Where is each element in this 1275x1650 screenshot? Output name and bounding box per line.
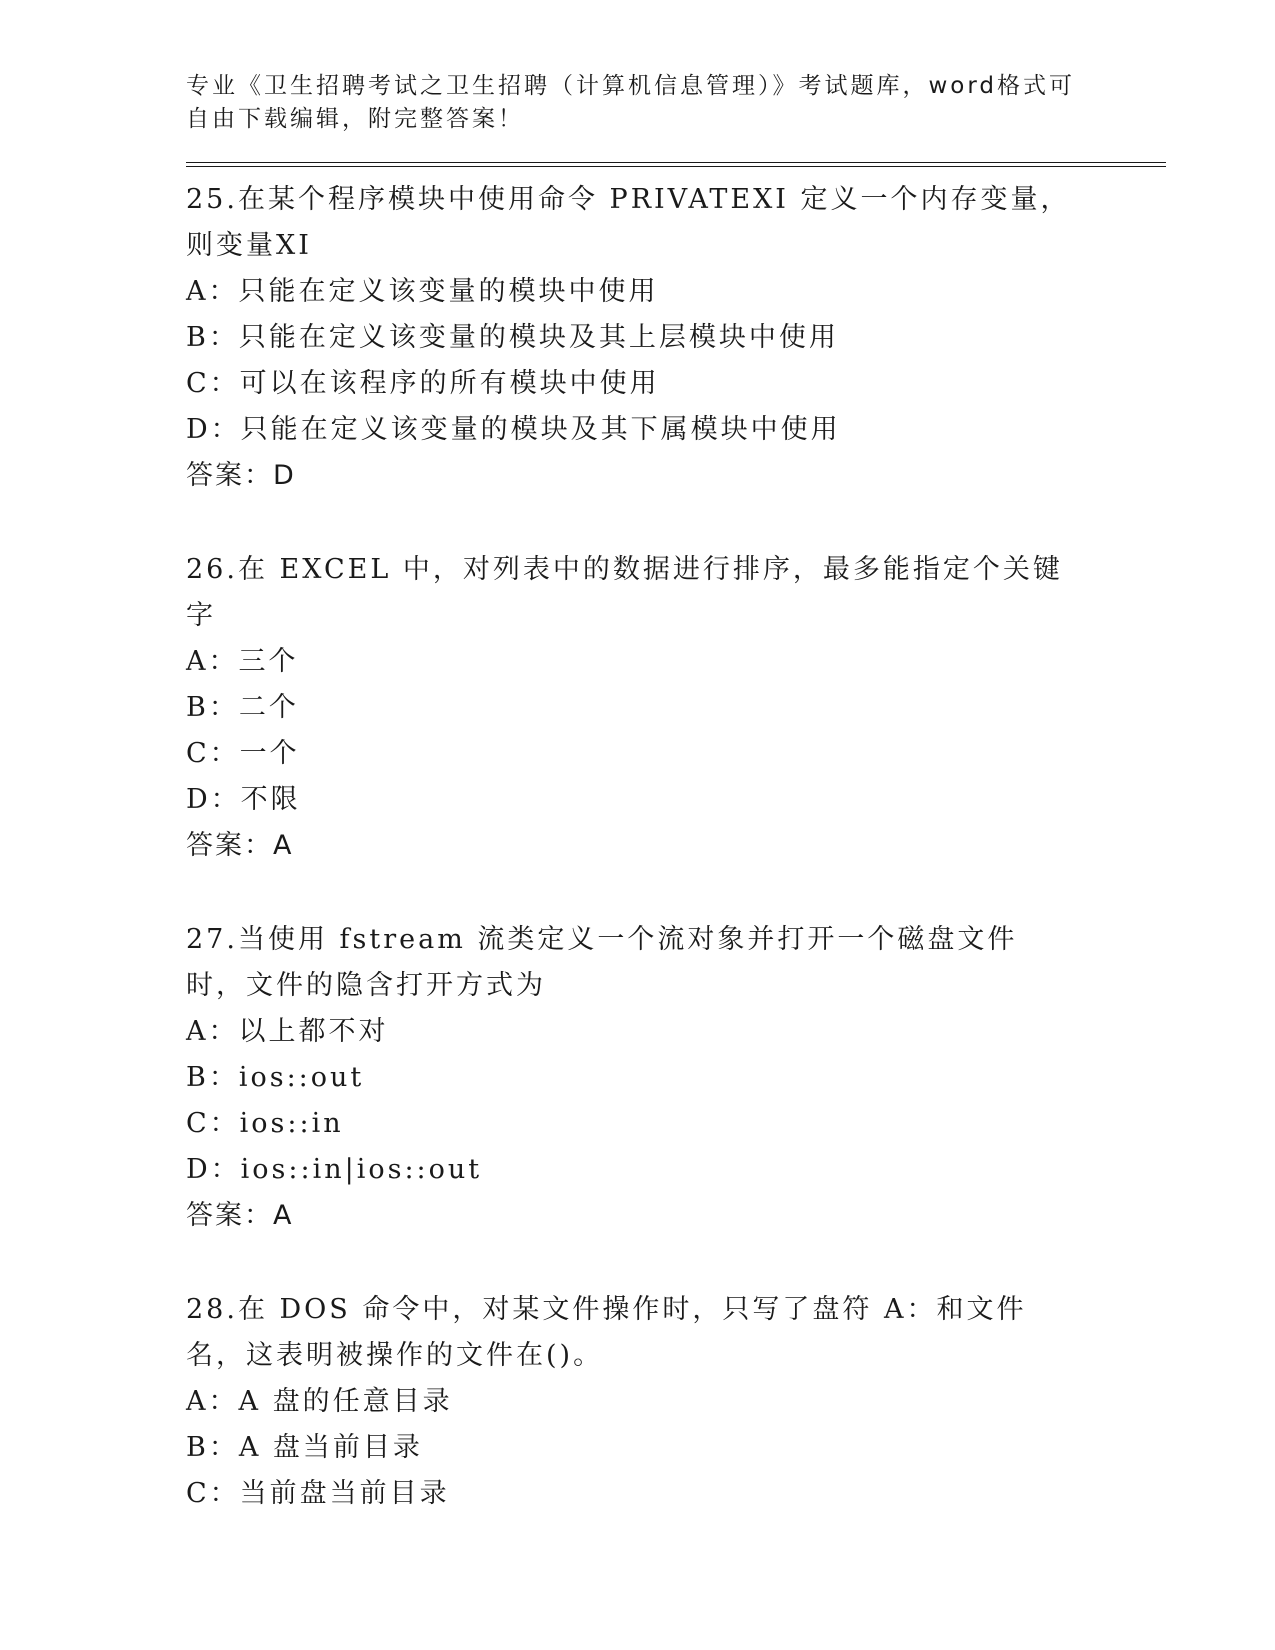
option-a: A：以上都不对: [186, 1016, 389, 1047]
document-page: [186, 70, 1166, 1565]
option-b: B：只能在定义该变量的模块及其上层模块中使用: [186, 322, 839, 353]
question-27: [186, 917, 1166, 1239]
question-stem: 28.在 DOS 命令中，对某文件操作时，只写了盘符 A：和文件名，这表明被操作的文件在()。: [186, 1294, 1027, 1371]
question-stem: 27.当使用 fstream 流类定义一个流对象并打开一个磁盘文件时，文件的隐含打开方式为: [186, 924, 1018, 1001]
option-c: C：可以在该程序的所有模块中使用: [186, 368, 660, 399]
option-d: D：不限: [186, 784, 301, 815]
question-stem: 26.在 EXCEL 中，对列表中的数据进行排序，最多能指定个关键字: [186, 554, 1063, 631]
option-b: B：ios::out: [186, 1062, 365, 1093]
question-stem: 25.在某个程序模块中使用命令 PRIVATEXI 定义一个内存变量，则变量XI: [186, 184, 1071, 261]
option-b: B：二个: [186, 692, 299, 723]
answer-label: 答案：A: [186, 1200, 294, 1231]
question-25: [186, 177, 1166, 499]
option-b: B：A 盘当前目录: [186, 1432, 423, 1463]
answer-label: 答案：A: [186, 830, 294, 861]
document-header: 专业《卫生招聘考试之卫生招聘（计算机信息管理）》考试题库，word格式可自由下载编辑，附完整答案！: [186, 73, 1076, 132]
option-a: A：只能在定义该变量的模块中使用: [186, 276, 659, 307]
answer-label: 答案：D: [186, 460, 296, 491]
option-a: A：A 盘的任意目录: [186, 1386, 453, 1417]
option-d: D：只能在定义该变量的模块及其下属模块中使用: [186, 414, 841, 445]
option-d: D：ios::in|ios::out: [186, 1154, 483, 1185]
question-28: [186, 1287, 1166, 1517]
option-c: C：一个: [186, 738, 300, 769]
option-c: C：ios::in: [186, 1108, 344, 1139]
question-26: [186, 547, 1166, 869]
option-c: C：当前盘当前目录: [186, 1478, 450, 1509]
option-a: A：三个: [186, 646, 299, 677]
header-divider: [186, 162, 1166, 167]
